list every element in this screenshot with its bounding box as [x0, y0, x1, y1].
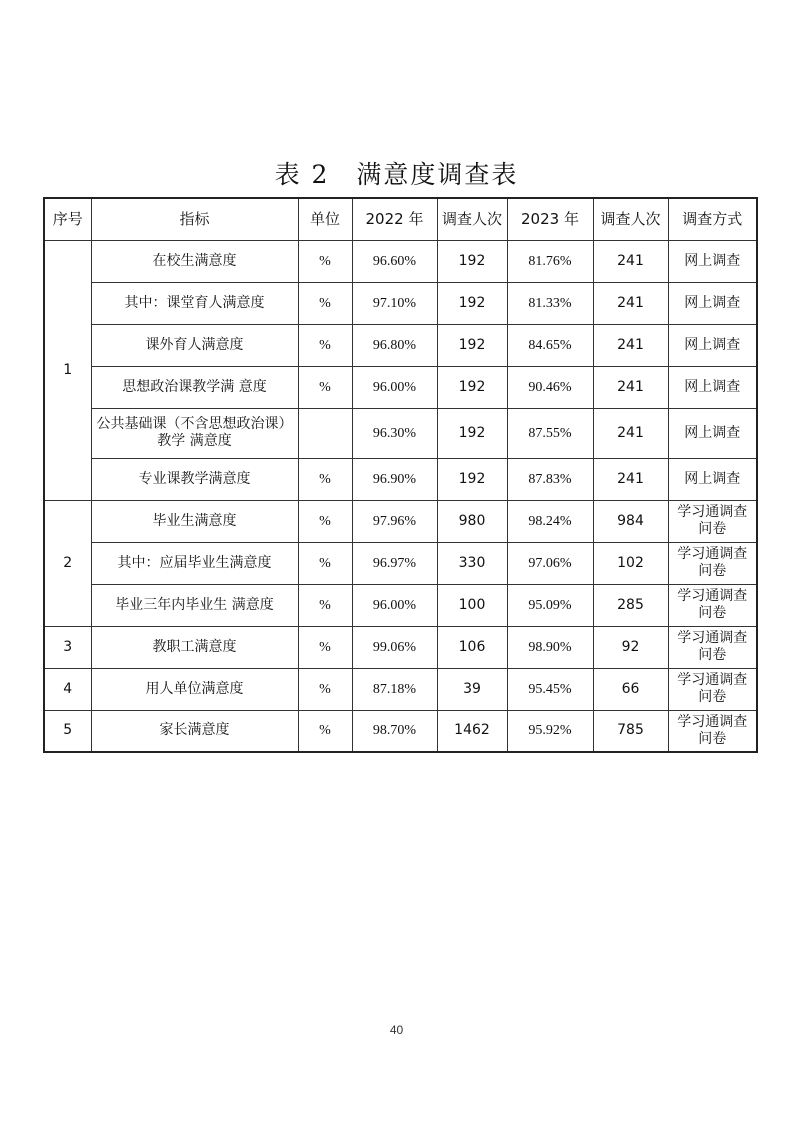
table-row [44, 584, 757, 626]
page-number: 40 [389, 1023, 404, 1037]
table-row [44, 500, 757, 542]
cell-indicator: 专业课教学满意度 [91, 458, 298, 500]
table-row [44, 408, 757, 458]
header-indicator: 指标 [91, 198, 298, 240]
cell-indicator: 家长满意度 [91, 710, 298, 752]
cell-method: 网上调查 [668, 408, 757, 458]
cell-seq: 4 [44, 668, 91, 710]
table-row [44, 626, 757, 668]
cell-value-2022: 96.00% [352, 366, 437, 408]
cell-unit: % [298, 710, 352, 752]
cell-unit: % [298, 282, 352, 324]
cell-indicator: 教职工满意度 [91, 626, 298, 668]
header-row [44, 198, 757, 240]
cell-unit: % [298, 458, 352, 500]
cell-count-2023: 241 [593, 458, 668, 500]
cell-value-2022: 96.80% [352, 324, 437, 366]
cell-seq: 1 [44, 240, 91, 500]
cell-method: 学习通调查问卷 [668, 668, 757, 710]
cell-method: 学习通调查问卷 [668, 710, 757, 752]
cell-seq: 3 [44, 626, 91, 668]
cell-count-2022: 980 [437, 500, 507, 542]
cell-count-2023: 241 [593, 240, 668, 282]
cell-unit: % [298, 324, 352, 366]
cell-value-2023: 95.92% [507, 710, 593, 752]
cell-count-2022: 39 [437, 668, 507, 710]
cell-count-2023: 241 [593, 324, 668, 366]
cell-count-2022: 192 [437, 324, 507, 366]
cell-unit: % [298, 366, 352, 408]
cell-value-2022: 96.97% [352, 542, 437, 584]
table-row [44, 668, 757, 710]
cell-method: 学习通调查问卷 [668, 500, 757, 542]
cell-indicator: 用人单位满意度 [91, 668, 298, 710]
cell-count-2022: 192 [437, 282, 507, 324]
cell-indicator: 其中：课堂育人满意度 [91, 282, 298, 324]
table-row [44, 240, 757, 282]
cell-indicator: 毕业生满意度 [91, 500, 298, 542]
cell-unit: % [298, 240, 352, 282]
cell-value-2023: 95.45% [507, 668, 593, 710]
cell-value-2023: 98.90% [507, 626, 593, 668]
cell-count-2022: 330 [437, 542, 507, 584]
cell-count-2023: 285 [593, 584, 668, 626]
cell-count-2022: 192 [437, 366, 507, 408]
cell-value-2023: 84.65% [507, 324, 593, 366]
cell-value-2023: 81.76% [507, 240, 593, 282]
table-row [44, 366, 757, 408]
cell-count-2023: 66 [593, 668, 668, 710]
header-count-2023: 调查人次 [593, 198, 668, 240]
header-count-2022: 调查人次 [437, 198, 507, 240]
header-seq: 序号 [44, 198, 91, 240]
cell-value-2023: 87.83% [507, 458, 593, 500]
cell-value-2022: 96.00% [352, 584, 437, 626]
cell-value-2022: 97.96% [352, 500, 437, 542]
cell-unit: % [298, 500, 352, 542]
cell-value-2022: 98.70% [352, 710, 437, 752]
table-row [44, 282, 757, 324]
cell-method: 网上调查 [668, 324, 757, 366]
cell-value-2023: 97.06% [507, 542, 593, 584]
cell-value-2023: 98.24% [507, 500, 593, 542]
cell-count-2023: 241 [593, 282, 668, 324]
cell-unit: % [298, 584, 352, 626]
cell-unit: % [298, 668, 352, 710]
cell-method: 网上调查 [668, 282, 757, 324]
cell-count-2023: 102 [593, 542, 668, 584]
cell-indicator: 思想政治课教学满 意度 [91, 366, 298, 408]
cell-method: 学习通调查问卷 [668, 542, 757, 584]
table-row [44, 542, 757, 584]
cell-unit: % [298, 542, 352, 584]
satisfaction-table [43, 197, 758, 753]
cell-count-2022: 192 [437, 408, 507, 458]
header-unit: 单位 [298, 198, 352, 240]
cell-value-2023: 90.46% [507, 366, 593, 408]
cell-indicator: 在校生满意度 [91, 240, 298, 282]
cell-count-2023: 984 [593, 500, 668, 542]
cell-indicator: 课外育人满意度 [91, 324, 298, 366]
cell-count-2022: 1462 [437, 710, 507, 752]
table-title: 表 2 满意度调查表 [274, 160, 519, 189]
cell-unit: % [298, 626, 352, 668]
cell-indicator: 公共基础课（不含思想政治课）教学 满意度 [91, 408, 298, 458]
cell-value-2022: 96.60% [352, 240, 437, 282]
cell-value-2022: 96.90% [352, 458, 437, 500]
cell-value-2023: 81.33% [507, 282, 593, 324]
cell-unit [298, 408, 352, 458]
cell-method: 学习通调查问卷 [668, 584, 757, 626]
cell-indicator: 其中：应届毕业生满意度 [91, 542, 298, 584]
header-2023: 2023 年 [507, 198, 593, 240]
cell-value-2022: 99.06% [352, 626, 437, 668]
cell-method: 网上调查 [668, 240, 757, 282]
cell-value-2023: 95.09% [507, 584, 593, 626]
header-2022: 2022 年 [352, 198, 437, 240]
table-body [44, 240, 757, 752]
cell-value-2022: 97.10% [352, 282, 437, 324]
cell-value-2022: 96.30% [352, 408, 437, 458]
cell-count-2022: 192 [437, 240, 507, 282]
table-row [44, 324, 757, 366]
table-row [44, 710, 757, 752]
cell-count-2023: 241 [593, 408, 668, 458]
cell-method: 网上调查 [668, 458, 757, 500]
header-method: 调查方式 [668, 198, 757, 240]
cell-count-2022: 106 [437, 626, 507, 668]
cell-method: 网上调查 [668, 366, 757, 408]
cell-value-2022: 87.18% [352, 668, 437, 710]
cell-count-2023: 785 [593, 710, 668, 752]
cell-value-2023: 87.55% [507, 408, 593, 458]
cell-seq: 5 [44, 710, 91, 752]
table-row [44, 458, 757, 500]
cell-seq: 2 [44, 500, 91, 626]
cell-indicator: 毕业三年内毕业生 满意度 [91, 584, 298, 626]
cell-count-2022: 192 [437, 458, 507, 500]
cell-method: 学习通调查问卷 [668, 626, 757, 668]
cell-count-2022: 100 [437, 584, 507, 626]
cell-count-2023: 92 [593, 626, 668, 668]
cell-count-2023: 241 [593, 366, 668, 408]
